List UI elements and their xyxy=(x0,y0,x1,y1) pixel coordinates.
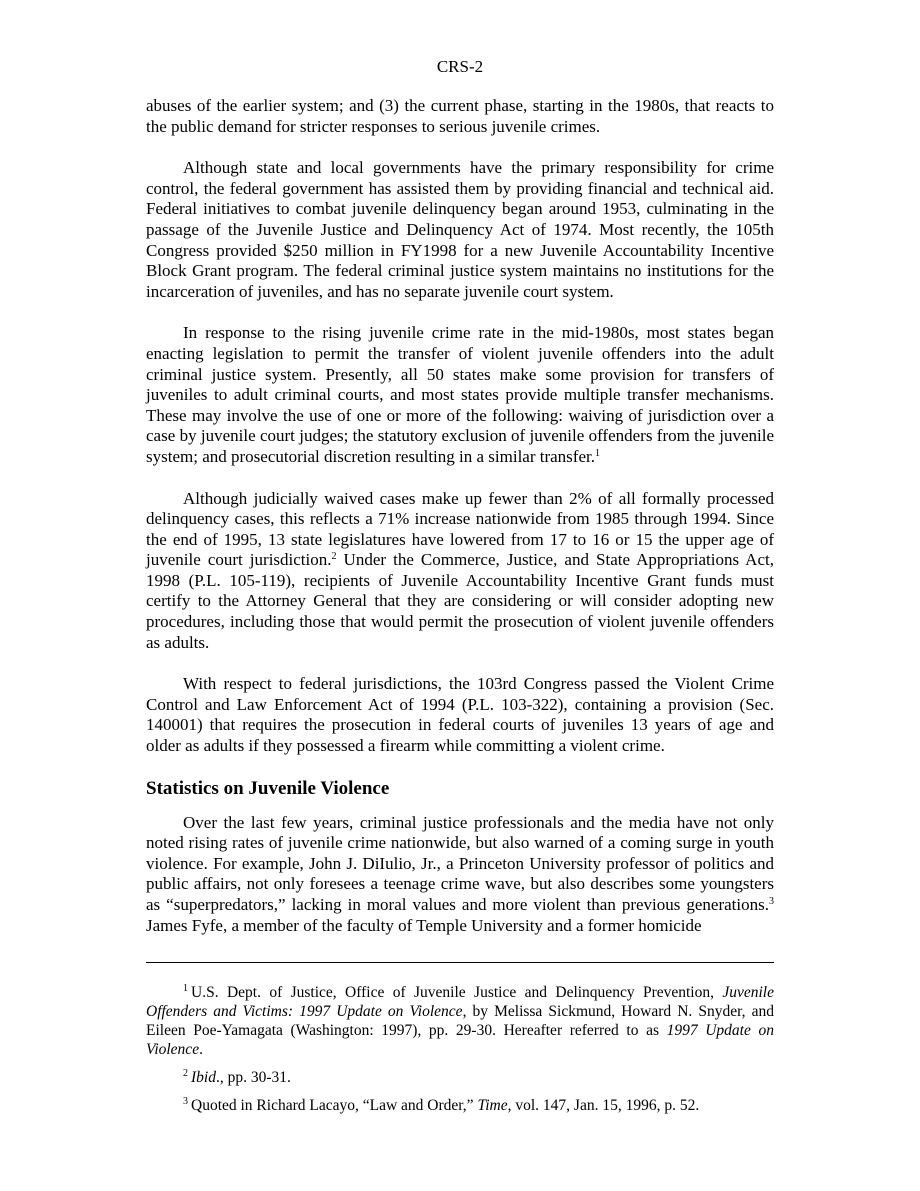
paragraph-text: In response to the rising juvenile crime rate in the mid-1980s, most states began enacting legislation to permit the transfer of violent juvenile offenders into the adult criminal justice system. Presently, all 50 states make some provision for transfers of juveniles to adult criminal courts, and most states provide multiple transfer mechanisms. These may involve the use of one or more of the following: waiving of jurisdiction over a case by juvenile court judges; the statutory exclusion of juvenile offenders from the juvenile system; and prosecutorial discretion resulting in a similar transfer. xyxy=(146,323,774,466)
footnote-text: ., pp. 30-31. xyxy=(215,1069,291,1086)
paragraph-waived-cases xyxy=(146,489,774,654)
page-header: CRS-2 xyxy=(436,57,484,76)
footnote-reference-3[interactable]: 3 xyxy=(769,896,774,907)
paragraph-text: Under the Commerce, Justice, and State Appropriations Act, 1998 (P.L. 105-119), recipients of Juvenile Accountability Incentive Grant funds must certify to the Attorney General that they are considering or will consider adopting new procedures, including those that would permit the prosecution of violent juvenile offenders as adults. xyxy=(146,550,774,652)
paragraph-text: James Fyfe, a member of the faculty of Temple University and a former homicide xyxy=(146,915,702,935)
footnote-1 xyxy=(146,983,774,1059)
paragraph-federal-role xyxy=(146,158,774,302)
footnote-text: Quoted in Richard Lacayo, “Law and Order,” xyxy=(191,1097,478,1114)
paragraph-statistics xyxy=(146,813,774,937)
footnote-2 xyxy=(146,1068,774,1087)
footnote-text: , by Melissa Sickmund, Howard N. Snyder, and Eileen Poe-Yamagata (Washington: 1997), pp. 29-30. Hereafter referred to as xyxy=(146,1003,774,1039)
footnote-mark: 2 xyxy=(183,1068,188,1079)
footnote-text: . xyxy=(199,1041,203,1058)
paragraph-text: With respect to federal jurisdictions, the 103rd Congress passed the Violent Crime Control and Law Enforcement Act of 1994 (P.L. 103-322), containing a provision (Sec. 140001) that requires the prosecution in federal courts of juveniles 13 years of age and older as adults if they possessed a firearm while committing a violent crime. xyxy=(146,674,774,756)
paragraph-state-transfers xyxy=(146,323,774,467)
paragraph-text: Although state and local governments have the primary responsibility for crime control, the federal government has assisted them by providing financial and technical aid. Federal initiatives to combat juvenile delinquency began around 1953, culminating in the passage of the Juvenile Justice and Delinquency Act of 1974. Most recently, the 105th Congress provided $250 million in FY1998 for a new Juvenile Accountability Incentive Block Grant program. The federal criminal justice system maintains no institutions for the incarceration of juveniles, and has no separate juvenile court system. xyxy=(146,158,774,301)
footnote-short-title: 1997 Update on Violence xyxy=(146,1022,774,1058)
footnote-title: Juvenile Offenders and Victims: 1997 Update on Violence xyxy=(146,984,774,1020)
footnote-publication: Time xyxy=(477,1097,508,1114)
footnote-divider xyxy=(146,962,774,963)
footnote-mark: 1 xyxy=(183,983,188,994)
footnote-ibid: Ibid xyxy=(191,1069,216,1086)
paragraph-federal-jurisdictions xyxy=(146,674,774,756)
paragraph-text: Although judicially waived cases make up fewer than 2% of all formally processed delinquency cases, this reflects a 71% increase nationwide from 1985 through 1994. Since the end of 1995, 13 state legislatures have lowered from 17 to 16 or 15 the upper age of juvenile court jurisdiction. xyxy=(146,488,774,570)
footnote-mark: 3 xyxy=(183,1096,188,1107)
paragraph-text: Over the last few years, criminal justice professionals and the media have not only noted rising rates of juvenile crime nationwide, but also warned of a coming surge in youth violence. For example, John J. DiIulio, Jr., a Princeton University professor of politics and public affairs, not only foresees a teenage crime wave, but also describes some youngsters as “superpredators,” lacking in moral values and more violent than previous generations. xyxy=(146,812,774,914)
document-body xyxy=(146,96,774,957)
footnote-reference-2[interactable]: 2 xyxy=(331,551,337,563)
paragraph-continued xyxy=(146,96,774,137)
footnote-text: U.S. Dept. of Justice, Office of Juvenile Justice and Delinquency Prevention, xyxy=(191,984,723,1001)
footnote-text: , vol. 147, Jan. 15, 1996, p. 52. xyxy=(507,1097,700,1114)
footnotes xyxy=(146,983,774,1124)
paragraph-text: abuses of the earlier system; and (3) the current phase, starting in the 1980s, that reacts to the public demand for stricter responses to serious juvenile crimes. xyxy=(146,96,774,136)
section-heading: Statistics on Juvenile Violence xyxy=(146,777,390,799)
footnote-reference-1[interactable]: 1 xyxy=(594,447,600,459)
footnote-3 xyxy=(146,1096,774,1115)
